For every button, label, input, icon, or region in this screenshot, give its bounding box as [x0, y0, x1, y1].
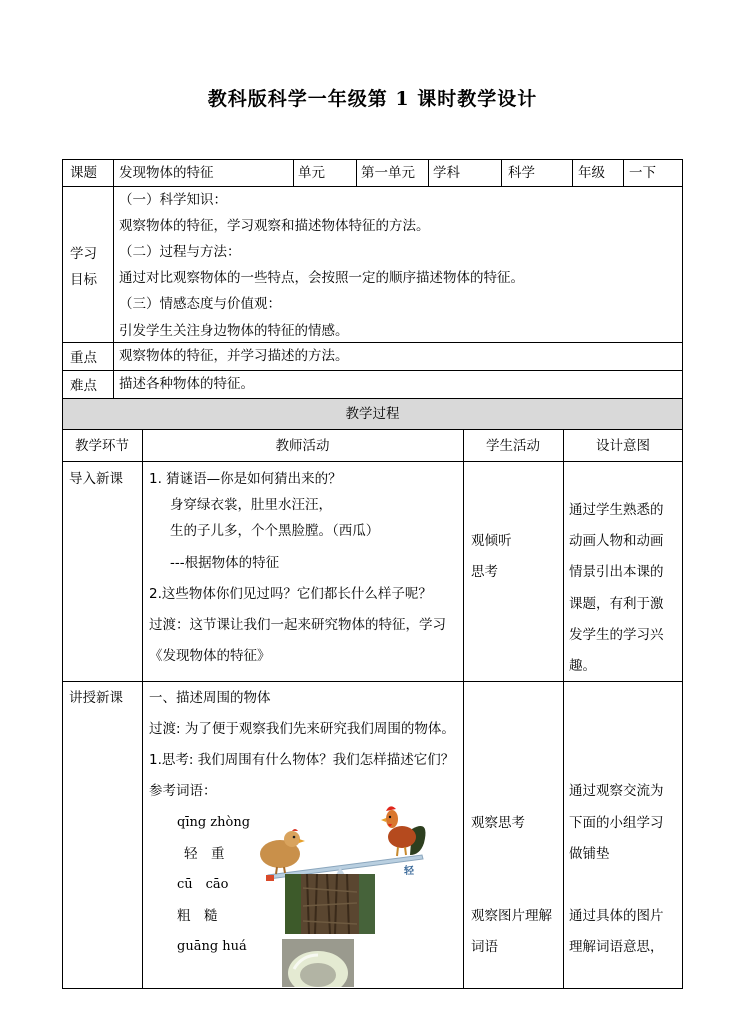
- vocab-pinyin: qīng zhòng: [177, 815, 251, 830]
- lesson-plan-table: [62, 159, 683, 989]
- objective-line: 观察物体的特征，学习观察和描述物体特征的方法。: [119, 218, 430, 234]
- column-header-stage: 教学环节: [75, 438, 129, 454]
- difficulty-value: 描述各种物体的特征。: [119, 376, 254, 392]
- column-header-intent: 设计意图: [596, 438, 650, 454]
- seesaw-light-label: 轻: [404, 866, 414, 877]
- intro-teacher-line: ---根据物体的特征: [170, 555, 280, 571]
- new-lesson-intent-line: 理解词语意思，: [569, 939, 664, 955]
- intro-teacher-line: 身穿绿衣裳，肚里水汪汪，: [170, 497, 332, 513]
- intro-teacher-line: 生的子儿多，个个黑脸膛。（西瓜）: [170, 523, 380, 539]
- objective-line: （二）过程与方法：: [119, 244, 241, 260]
- intro-teacher-line: 《发现物体的特征》: [149, 648, 271, 664]
- intro-intent-line: 课题，有利于激: [569, 596, 664, 612]
- jade-bracelet-photo: [282, 939, 354, 987]
- key-point-label: 重点: [70, 350, 97, 366]
- intro-intent-line: 趣。: [569, 658, 596, 674]
- new-lesson-teacher-line: 1.思考: 我们周围有什么物体？我们怎样描述它们？: [149, 752, 455, 768]
- new-lesson-intent-line: 做铺垫: [569, 846, 610, 862]
- new-lesson-student-line: 观察思考: [471, 815, 525, 831]
- grade-value: 一下: [629, 165, 656, 181]
- new-lesson-teacher-line: 一、描述周围的物体: [149, 690, 271, 706]
- subject-label: 学科: [433, 165, 460, 181]
- column-header-teacher: 教师活动: [275, 438, 330, 454]
- vocab-word: 轻 重: [184, 846, 225, 862]
- vocab-word: 粗 糙: [177, 908, 218, 924]
- intro-teacher-line: 2.这些物体你们见过吗？它们都长什么样子呢？: [149, 586, 432, 602]
- column-header-student: 学生活动: [486, 438, 540, 454]
- intro-teacher-line: 过渡：这节课让我们一起来研究物体的特征，学习: [149, 617, 446, 633]
- new-lesson-intent-line: 下面的小组学习: [569, 815, 664, 831]
- objective-line: 通过对比观察物体的一些特点，会按照一定的顺序描述物体的特征。: [119, 270, 524, 286]
- page-title: 教科版科学一年级第 1 课时教学设计: [207, 88, 538, 110]
- intro-teacher-line: 1. 猜谜语—你是如何猜出来的？: [149, 471, 342, 487]
- new-lesson-stage: 讲授新课: [69, 690, 123, 706]
- intro-intent-line: 情景引出本课的: [569, 564, 664, 580]
- intro-student-line: 思考: [471, 564, 498, 580]
- objectives-label-line2: 目标: [70, 272, 97, 288]
- tree-bark-photo: [285, 874, 375, 934]
- objective-line: （三）情感态度与价值观：: [119, 296, 281, 312]
- objective-line: 引发学生关注身边物体的特征的情感。: [119, 323, 349, 339]
- hen-icon: [260, 829, 305, 874]
- objective-line: （一）科学知识：: [119, 192, 227, 208]
- intro-stage: 导入新课: [69, 471, 123, 487]
- intro-intent-line: 发学生的学习兴: [569, 627, 664, 643]
- lesson-value: 发现物体的特征: [119, 165, 214, 181]
- new-lesson-student-line: 词语: [471, 939, 498, 955]
- new-lesson-student-line: 观察图片理解: [471, 908, 552, 924]
- key-point-value: 观察物体的特征，并学习描述的方法。: [119, 348, 349, 364]
- intro-intent-line: 通过学生熟悉的: [569, 502, 664, 518]
- new-lesson-intent-line: 通过观察交流为: [569, 783, 664, 799]
- intro-intent-line: 动画人物和动画: [569, 533, 664, 549]
- seesaw-illustration: [252, 799, 432, 884]
- vocab-pinyin: cū cāo: [177, 877, 229, 892]
- subject-value: 科学: [508, 165, 535, 181]
- new-lesson-teacher-line: 过渡: 为了便于观察我们先来研究我们周围的物体。: [149, 721, 455, 737]
- vocab-pinyin: guāng huá: [177, 939, 247, 954]
- rooster-icon: [381, 806, 426, 856]
- process-header: 教学过程: [345, 406, 400, 422]
- new-lesson-intent-line: 通过具体的图片: [569, 908, 664, 924]
- objectives-label-line1: 学习: [70, 246, 97, 262]
- intro-student-line: 观倾听: [471, 533, 512, 549]
- new-lesson-teacher-line: 参考词语：: [149, 783, 217, 799]
- difficulty-label: 难点: [70, 378, 97, 394]
- lesson-label: 课题: [70, 165, 97, 181]
- unit-label: 单元: [298, 165, 325, 181]
- grade-label: 年级: [578, 165, 605, 181]
- unit-value: 第一单元: [361, 165, 415, 181]
